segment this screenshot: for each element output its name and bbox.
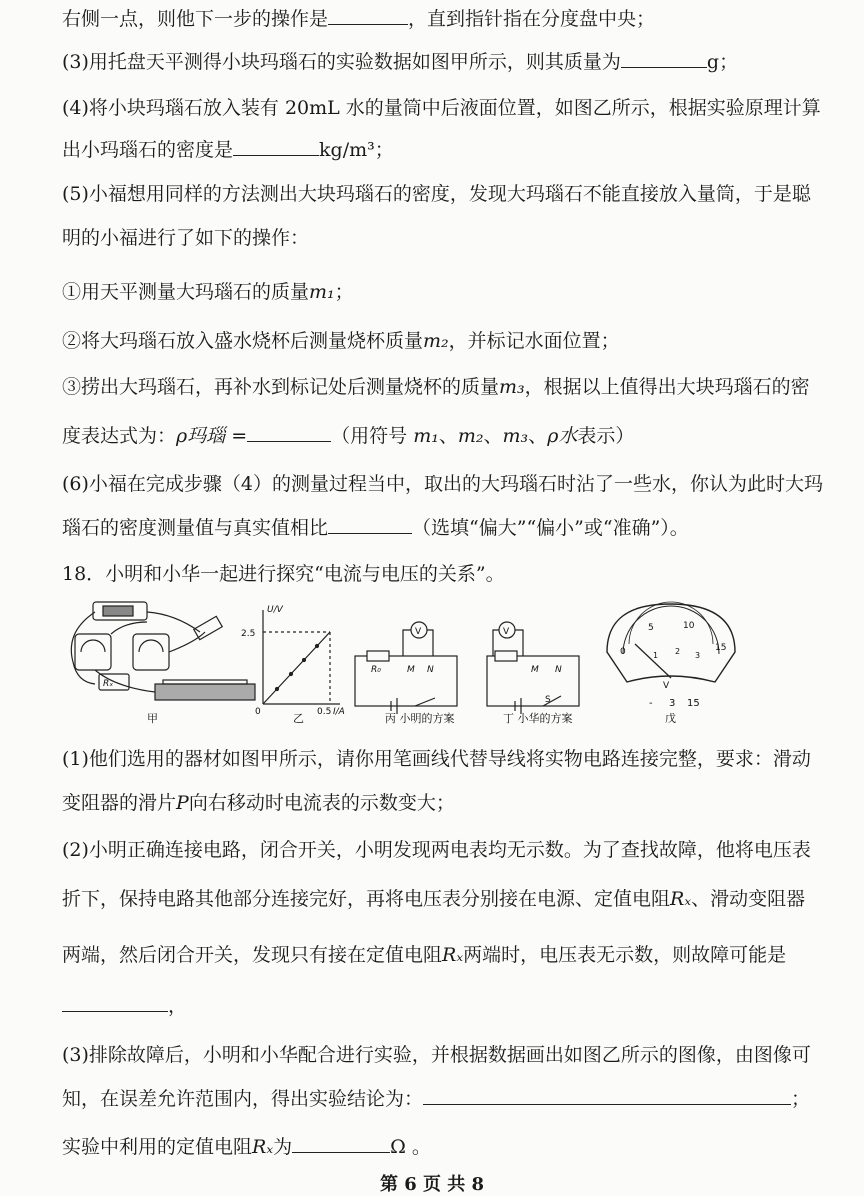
u-i-graph — [263, 610, 340, 704]
svg-text:I/A: I/A — [333, 707, 345, 717]
svg-text:0: 0 — [620, 647, 626, 657]
part-2-cont-a: 折下，保持电路其他部分连接完好，再将电压表分别接在电源、定值电阻Rₓ、滑动变阻器 — [62, 888, 806, 910]
svg-text:15: 15 — [687, 698, 700, 709]
answer-blank[interactable] — [62, 993, 168, 1012]
question-18: 18．小明和小华一起进行探究“电流与电压的关系”。 — [62, 563, 505, 585]
svg-text:V: V — [663, 681, 670, 691]
caption-jia: 甲 — [147, 712, 158, 725]
svg-text:M: M — [531, 665, 539, 675]
svg-text:0.5: 0.5 — [317, 707, 332, 717]
caption-yi: 乙 — [293, 712, 304, 725]
part-3-rx: 实验中利用的定值电阻Rₓ为 Ω 。 — [62, 1136, 431, 1158]
dial-needle — [635, 644, 671, 678]
svg-text:2: 2 — [675, 647, 681, 656]
svg-text:-: - — [649, 698, 653, 709]
svg-text:15: 15 — [715, 643, 727, 653]
svg-text:2.5: 2.5 — [241, 629, 256, 639]
line-11: (6)小福在完成步骤（4）的测量过程当中，取出的大玛瑙石时沾了一些水，你认为此时大玛 — [62, 473, 824, 495]
svg-text:3: 3 — [695, 651, 701, 660]
data-line — [263, 632, 330, 704]
svg-text:N: N — [555, 665, 562, 675]
resistor-r0 — [367, 651, 389, 661]
line-5: (5)小福想用同样的方法测出大块玛瑙石的密度，发现大玛瑙石不能直接放入量筒，于是聪 — [62, 183, 811, 205]
line-4: 出小玛瑙石的密度是 kg/m³； — [62, 139, 394, 161]
part-3: (3)排除故障后，小明和小华配合进行实验，并根据数据画出如图乙所示的图像，由图像可 — [62, 1044, 811, 1066]
switch — [194, 616, 223, 639]
line-1: 右侧一点，则他下一步的操作是 ，直到指针指在分度盘中央； — [62, 8, 656, 30]
answer-blank[interactable] — [247, 423, 331, 442]
svg-text:R₀: R₀ — [371, 665, 381, 675]
svg-text:V: V — [415, 627, 422, 637]
svg-text:5: 5 — [648, 623, 654, 633]
answer-blank[interactable] — [328, 515, 412, 534]
page-footer: 第 6 页 共 8 — [379, 1174, 485, 1195]
caption-bing: 丙 小明的方案 — [385, 712, 455, 725]
svg-text:M: M — [407, 665, 415, 675]
svg-text:Rₓ: Rₓ — [103, 679, 114, 689]
part-2-cont-b: 两端，然后闭合开关，发现只有接在定值电阻Rₓ两端时，电压表无示数，则故障可能是 — [62, 944, 787, 966]
line-7: ①用天平测量大玛瑙石的质量m₁； — [62, 281, 354, 303]
svg-text:N: N — [427, 665, 434, 675]
figure-strip — [55, 592, 815, 734]
line-8: ②将大玛瑙石放入盛水烧杯后测量烧杯质量m₂，并标记水面位置； — [62, 330, 620, 352]
rheostat — [155, 684, 255, 700]
resistor — [495, 651, 517, 661]
line-9: ③捞出大玛瑙石，再补水到标记处后测量烧杯的质量m₃，根据以上值得出大块玛瑙石的密 — [62, 376, 810, 398]
line-10: 度表达式为：ρ玛瑙 = （用符号 m₁、m₂、m₃、ρ水表示） — [62, 425, 635, 447]
answer-blank[interactable] — [621, 49, 707, 68]
answer-blank[interactable] — [328, 6, 408, 25]
svg-text:V: V — [503, 627, 510, 637]
part-3-cont: 知，在误差允许范围内，得出实验结论为： ； — [62, 1088, 811, 1110]
line-12: 瑙石的密度测量值与真实值相比 （选填“偏大”“偏小”或“准确”）。 — [62, 517, 689, 539]
line-6: 明的小福进行了如下的操作： — [62, 227, 310, 249]
part-1: (1)他们选用的器材如图甲所示，请你用笔画线代替导线将实物电路连接完整，要求：滑动 — [62, 748, 811, 770]
svg-text:3: 3 — [669, 698, 676, 709]
svg-text:10: 10 — [683, 621, 695, 631]
answer-blank[interactable] — [423, 1086, 791, 1105]
svg-text:1: 1 — [653, 651, 659, 660]
answer-blank[interactable] — [233, 137, 319, 156]
answer-blank[interactable] — [292, 1134, 390, 1153]
svg-text:U/V: U/V — [267, 605, 283, 615]
voltmeter-dial — [607, 602, 735, 682]
caption-ding: 丁 小华的方案 — [503, 712, 573, 725]
part-2-answer: ， — [62, 993, 187, 1018]
apparatus-figure — [71, 602, 255, 700]
svg-text:0: 0 — [255, 707, 261, 717]
line-3: (4)将小块玛瑙石放入装有 20mL 水的量筒中后液面位置，如图乙所示，根据实验原理计算 — [62, 97, 821, 119]
part-2: (2)小明正确连接电路，闭合开关，小明发现两电表均无示数。为了查找故障，他将电压表 — [62, 839, 811, 861]
svg-text:S: S — [545, 695, 551, 705]
caption-wu: 戊 — [665, 712, 676, 725]
part-1-cont: 变阻器的滑片P向右移动时电流表的示数变大； — [62, 792, 455, 814]
line-2: (3)用托盘天平测得小块玛瑙石的实验数据如图甲所示，则其质量为 g； — [62, 51, 739, 73]
